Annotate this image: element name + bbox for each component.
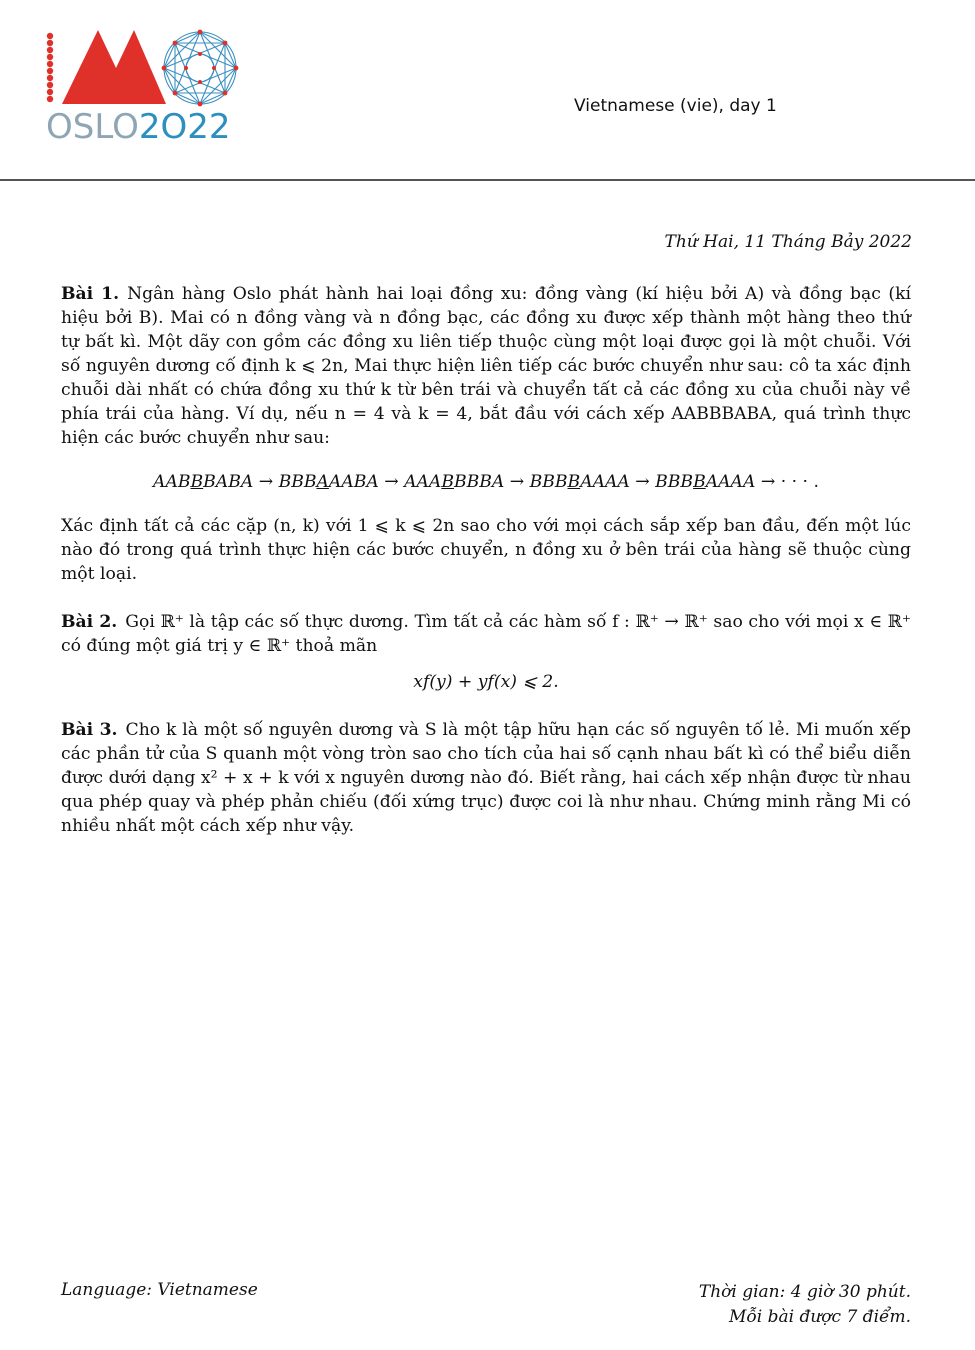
problem-label: Bài 2. [61, 612, 118, 632]
problem-text: Cho k là một số nguyên dương và S là một tập hữu hạn các số nguyên tố lẻ. Mi muốn xếp các phần tử của S quanh một vòng tròn sao cho tích của hai số cạnh nhau bất kì có thể biểu diễn được dưới dạng x² + x + k với x nguyên dương nào đó. Biết rằng, hai cách xếp nhận được từ nhau qua phép quay và phép phản chiếu (đối xứng trục) được coi là như nhau. Chứng minh rằng Mi có nhiều nhất một cách xếp như vậy. [61, 720, 911, 836]
problem-3 [61, 718, 911, 838]
red-dots-icon [47, 33, 53, 102]
problem-formula: xf(y) + yf(x) ⩽ 2. [413, 672, 559, 692]
exam-date: Thứ Hai, 11 Tháng Bảy 2022 [664, 232, 912, 252]
footer-time: Thời gian: 4 giờ 30 phút. [698, 1282, 911, 1302]
footer-points: Mỗi bài được 7 điểm. [728, 1307, 911, 1327]
footer-language: Language: Vietnamese [61, 1280, 258, 1300]
header-divider [0, 179, 975, 181]
language-day-label: Vietnamese (vie), day 1 [574, 96, 777, 116]
problem-1 [61, 282, 911, 586]
problem-question: Xác định tất cả các cặp (n, k) với 1 ⩽ k ⩽ 2n sao cho với mọi cách sắp xếp ban đầu, đến một lúc nào đó trong quá trình thực hiện các bước chuyển, n đồng xu ở bên trái của hàng sẽ thuộc cùng một loại. [61, 516, 911, 584]
problem-text: Ngân hàng Oslo phát hành hai loại đồng xu: đồng vàng (kí hiệu bởi A) và đồng bạc (kí hiệu bởi B). Mai có n đồng vàng và n đồng bạc, các đồng xu được xếp thành một hàng theo thứ tự bất kì. Một dãy con gồm các đồng xu liên tiếp thuộc cùng một loại được gọi là một chuỗi. Với số nguyên dương cố định k ⩽ 2n, Mai thực hiện liên tiếp các bước chuyển như sau: cô ta xác định chuỗi dài nhất có chứa đồng xu thứ k từ bên trái và chuyển tất cả các đồng xu của chuỗi này về phía trái của hàng. Ví dụ, nếu n = 4 và k = 4, bắt đầu với cách xếp AABBBABA, quá trình thực hiện các bước chuyển như sau: [61, 284, 911, 448]
problem-text: Gọi ℝ⁺ là tập các số thực dương. Tìm tất cả các hàm số f : ℝ⁺ → ℝ⁺ sao cho với mọi x ∈ ℝ⁺ có đúng một giá trị y ∈ ℝ⁺ thoả mãn [61, 612, 912, 656]
coin-sequence: AABBBABA → BBBAAABA → AAABBBBA → BBBBAAAA → BBBBAAAA → · · · . [153, 472, 819, 492]
problem-2 [61, 610, 911, 694]
mountain-shape [62, 30, 166, 104]
logo-text: OSLO2O22 [46, 107, 231, 147]
problems-section [61, 282, 911, 862]
problem-label: Bài 3. [61, 720, 118, 740]
problem-label: Bài 1. [61, 284, 120, 304]
footer-info [699, 1280, 911, 1330]
